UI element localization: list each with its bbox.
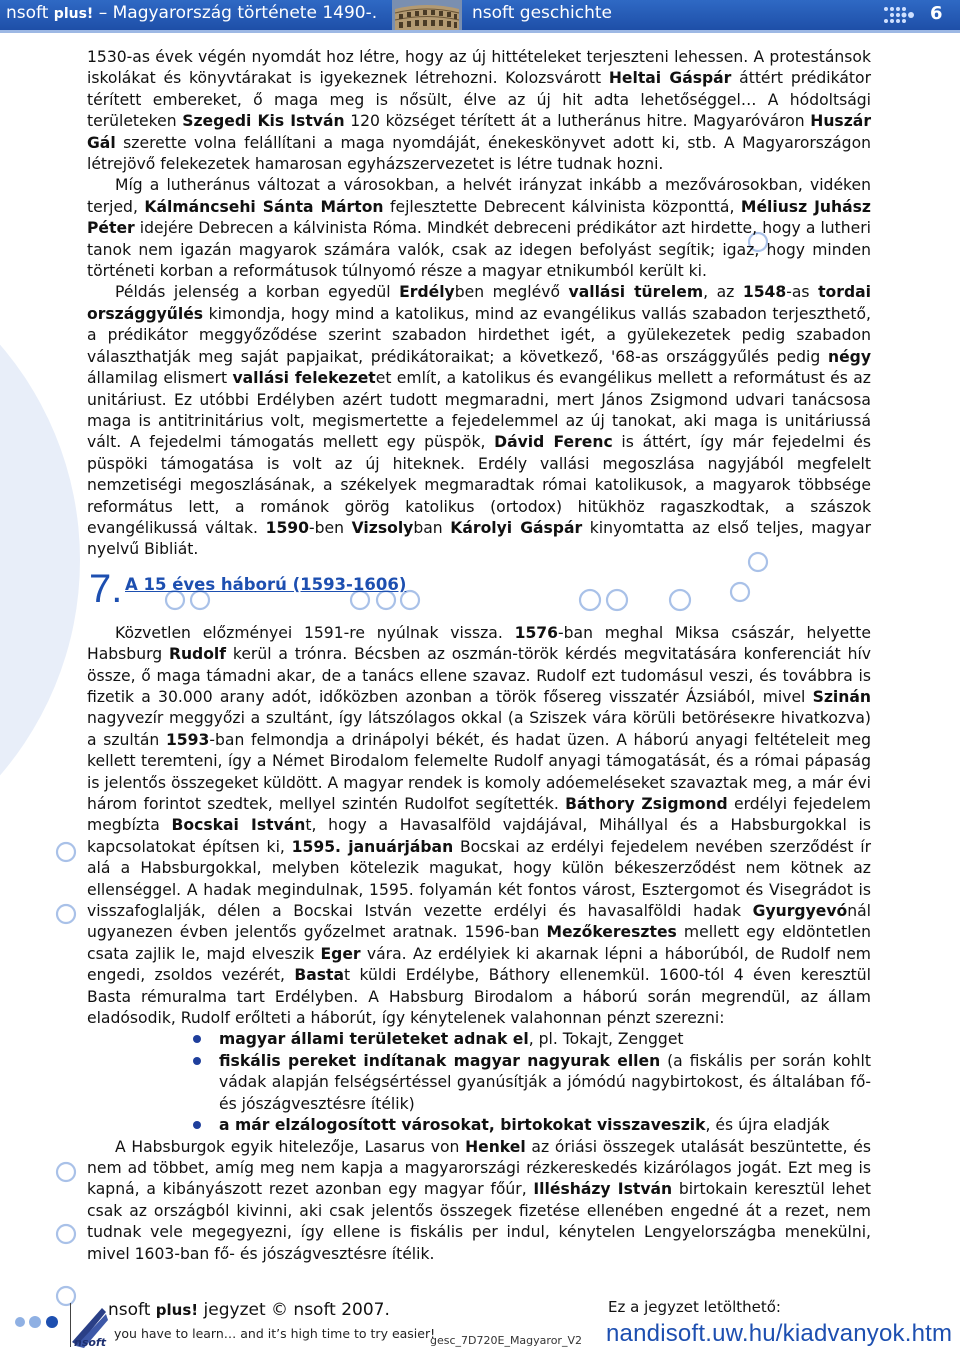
text-run: , az: [703, 283, 743, 302]
bold-text-run: tordai országgyűlés: [87, 283, 871, 323]
download-link[interactable]: nandisoft.uw.hu/kiadvanyok.htm: [606, 1320, 953, 1347]
text-run: Míg a lutheránus változat a városokban, a helvét irányzat inkább a mezővárosokban, vidéken terjed,: [87, 176, 871, 216]
text-run: Közvetlen előzményei 1591-re nyúlnak vissza.: [115, 623, 515, 642]
bullet-icon: [193, 1121, 201, 1129]
text-run: is áttért, így már fejedelmi és püspöki támogatása is volt az új hiteknek. Erdély vallási megoszlása nagyjából megfelelt nemzetiségi megoszlásának, a székelyek megmaradtak római katolikusok, a magyarok többsége református lett, a románok görög katolikus (ortodox) hitükhöz ragaszkodtak, a szászok evangélikussá váltak.: [87, 433, 871, 537]
bold-text-run: Károlyi Gáspár: [450, 518, 583, 537]
text-run: t küldi Erdélybe, Báthory ellenemkül. 1600-tól 4 éven keresztül Basta rémuralma tart Erdélyben. A Habsburg Birodalom a háború során megrendül, az állam eladósodik, Rudolf erőlteti a háborút, így kénytelenek valahonnan pénzt szerezni:: [87, 966, 871, 1028]
header-title-suffix: nsoft geschichte: [472, 3, 612, 23]
text-run: ban: [413, 518, 451, 537]
footer-tagline: you have to learn… and it’s high time to try easier!: [114, 1326, 436, 1341]
nsoft-logo-icon: [72, 1302, 110, 1348]
bold-text-run: vallási türelem: [568, 283, 704, 302]
list-item: [219, 1029, 871, 1050]
text-run: az óriási összegek utalását beszüntette, és nem ad többet, amíg meg nem kapja a magyarországi rézkereskedés kizárólagos jogát. Ezt meg is kapná, a kibányászott rezet azonban egy magyar főúr,: [87, 1137, 871, 1199]
bold-text-run: Erdély: [399, 283, 455, 302]
bold-text-run: Báthory Zsigmond: [565, 795, 728, 813]
text-run: mellett egy eldöntetlen csata zajlik le, majd elveszik: [87, 923, 872, 963]
bold-text-run: magyar állami területeket adnak el: [219, 1030, 529, 1049]
header-title-prefix: nsoft: [6, 3, 54, 23]
text-run: kinyomtatta az első teljes, magyar nyelvű Bibliát.: [87, 518, 871, 559]
text-run: A Habsburgok egyik hitelezője, Lasarus von: [115, 1137, 466, 1156]
text-run: -ban meghal Miksa császár, helyette Habsburg: [87, 623, 871, 664]
bold-text-run: 1576: [514, 623, 558, 642]
bold-text-run: Gyurgyevó: [752, 902, 848, 921]
page-footer: [0, 1290, 960, 1353]
list-item: [219, 1051, 871, 1115]
text-run: ben meglévő: [454, 283, 569, 302]
document-body: [87, 47, 871, 1265]
page-number: 6: [930, 3, 943, 24]
text-run: et említ, a katolikus és evangélikus mellett a reformátust és az unitáriust. Ez utóbbi Erdélyben azért tudott megmaradni, mert János Zsigmond udvari tanácsosa maga is antitrinitárius volt, megismertette a fejedelemmel az új tanokat, aki maga is unitáriussá vált. A fejedelmi támogatás mellett egy püspök,: [87, 369, 871, 452]
bold-text-run: Henkel: [465, 1137, 526, 1156]
footer-rest: jegyzet © nsoft 2007.: [198, 1300, 390, 1320]
text-run: t, hogy a Havasalföld vajdájával, Mihállyal és a Habsburgokkal is kapcsolatokat építsen ki,: [87, 816, 872, 856]
text-run: szerette volna felállítani a maga nyomdáját, énekeskönyvet adott ki, stb. A Magyarországon létrejövő felekezetek hamarosan egyházszervezetet is létre tudnak hozni.: [87, 133, 871, 174]
text-run: idejére Debrecen a kálvinista Róma. Mindkét debreceni prédikátor azt hirdette, hogy a lutheri tanok nem igazán magyarok számára valók, csak az idegen befolyást segítik; igaz, hogy minden történeti korban a reformátusok túlnyomó része a magyar etnikumból került ki.: [87, 219, 871, 281]
svg-text:nsoft: nsoft: [74, 1336, 106, 1348]
bold-text-run: Heltai Gáspár: [608, 69, 732, 88]
bold-text-run: 1590: [265, 518, 310, 537]
bold-text-run: Mezőkeresztes: [546, 923, 677, 942]
text-run: nál ugyanezen évben jelentős győzelmet aratnak. 1596-ban: [87, 902, 871, 942]
bold-text-run: 1593: [165, 730, 210, 749]
bold-text-run: Illésházy István: [533, 1180, 673, 1199]
paragraph: [87, 47, 871, 175]
bold-text-run: Eger: [320, 944, 361, 963]
text-run: Bocskai az erdélyi fejedelem nevében szerződést ír alá a Habsburgokkal, melyben kötelezik magukat, hogy külön békeszerződést nem kötnek az ellenséggel. A hadak megindulnak, 1595. folyamán két fontos várost, Esztergomot és Visegrádot is visszafoglalják, délen a Bocskai István vezette erdélyi és havasalföldi hadak: [87, 837, 871, 921]
list-item: [219, 1115, 871, 1136]
footer-prefix: nsoft: [108, 1300, 156, 1320]
bold-text-run: Méliusz Juhász Péter: [87, 197, 872, 238]
footer-divider: [70, 1303, 71, 1347]
paragraph: [87, 175, 871, 282]
text-run: kimondja, hogy mind a katolikus, mind az evangélikus vallás szabadon terjeszthető, a prédikátor meggyőződése szerint szabadon hirdethet igét, a gyülekezetek pedig szabadon választhatják meg saját papjaikat, prédikátoraikat; a következő, '68-as országgyűlés pedig: [87, 304, 871, 366]
text-run: -as: [786, 283, 819, 302]
text-run: nagyvezír meggyőzi a szultánt, így látszólagos okkal (a Sziszek vára körüli betöréseкre hivatkozva) a szultán: [87, 709, 871, 749]
bold-text-run: fiskális pereket indítanak magyar nagyurak ellen: [219, 1051, 661, 1070]
bold-text-run: Basta: [294, 966, 344, 985]
bold-text-run: a már elzálogosított városokat, birtokokat visszaveszik: [219, 1116, 706, 1135]
header-title-plus: plus!: [53, 6, 94, 22]
paragraph: [87, 1137, 871, 1265]
intro-section: [87, 47, 871, 561]
bold-text-run: négy: [827, 347, 871, 366]
section-heading: [87, 566, 871, 619]
text-run: államilag elismert: [87, 369, 233, 388]
text-run: Példás jelenség a korban egyedül: [115, 283, 400, 302]
text-run: fejlesztette Debrecent kálvinista központtá,: [383, 197, 741, 216]
bullet-list: [87, 1029, 871, 1136]
text-run: 120 községet térített át a lutheránus hitre. Magyaróváron: [344, 112, 811, 131]
download-label: Ez a jegyzet letölthető:: [608, 1298, 781, 1316]
bold-text-run: Kálmáncsehi Sánta Márton: [144, 197, 384, 216]
section-title: A 15 éves háború (1593-1606): [125, 574, 407, 594]
bold-text-run: Huszár Gál: [87, 112, 872, 152]
bold-text-run: Szinán: [812, 687, 871, 706]
section-number: 7.: [89, 566, 123, 611]
text-run: kerül a trónra. Bécsben az oszmán-török kérdés megvitatására konferenciát hív össze, ő maga támadni akar, de a tanács ellene szavaz. Rudolf ezt tudomásul veszi, és továbbra is fizetik a 30.000 arany adót, időközben azonban a török fősereg visszatér Ázsiából, mivel: [87, 645, 872, 706]
bullet-icon: [193, 1035, 201, 1043]
text-run: -ban felmondja a drinápolyi békét, és hadat üzen. A háború anyagi feltételeit meg kellett teremteni, így a Német Birodalom felemelte Rudolf anyagi támogatását, és a római pápaság is jelentős összegeket küldött. A magyar rendek is komoly adóemeléseket szavaztak meg, a már évi három forintot szedtek, mellyel szintén Rudolfot segítették.: [87, 730, 871, 813]
bold-text-run: 1548: [742, 283, 787, 302]
text-run: áttért prédikátor térített embereket, ő maga meg is nősült, élve az új hit adta lehetőséggel… A hódoltsági területeken: [87, 69, 871, 131]
bold-text-run: Szegedi Kis István: [182, 112, 345, 131]
text-run: birtokain keresztül lehet csak az országból kivinni, aki csak jelentős összegek fizetése ellenében engedné át a rezet, nem tudnak vele megegyezni, így ellene is fiskális per indul, kénytelen Lengyelországba menekülni, mivel 1603-ban fő- és jószágvesztésre ítélik.: [87, 1180, 871, 1263]
section-body: [87, 623, 871, 1030]
text-run: -ben: [309, 518, 352, 537]
paragraph: [87, 623, 871, 1030]
text-run: 1530-as évek végén nyomdát hoz létre, hogy az új hittételeket terjeszteni lehessen. A protestánsok iskolákat és könyvtárakat is igyekeznek létrehozni. Kolozsvárott: [87, 48, 871, 88]
bold-text-run: Rudolf: [168, 645, 227, 664]
text-run: , és újra eladják: [705, 1116, 830, 1135]
bullet-icon: [193, 1057, 201, 1065]
closing-section: [87, 1137, 871, 1265]
bold-text-run: Vizsoly: [351, 518, 414, 537]
bold-text-run: Dávid Ferenc: [494, 433, 613, 452]
text-run: vára. Az erdélyiek ki akarnak lépni a háborúból, de Rudolf nem engedi, zsoldos vezérét,: [87, 944, 871, 985]
text-run: (a fiskális per során kohlt vádak alapján felségsértéssel gyanúsítják a jómódú nagybirtokost, és általában fő- és jószágvesztésre ítélik): [219, 1051, 872, 1113]
header-title-main: – Magyarország története 1490-.: [93, 3, 378, 23]
bold-text-run: Bocskai István: [171, 816, 306, 835]
paragraph: [87, 282, 871, 560]
text-run: erdélyi fejedelem megbízta: [87, 795, 871, 835]
footer-plus: plus!: [155, 1301, 199, 1319]
text-run: , pl. Tokajt, Zengget: [528, 1030, 684, 1049]
bold-text-run: vallási felekezet: [232, 369, 376, 388]
footer-code: gesc_7D720E_Magyaror_V2: [430, 1334, 582, 1347]
bold-text-run: 1595. januárjában: [291, 837, 454, 856]
footer-copyright: [108, 1300, 390, 1320]
